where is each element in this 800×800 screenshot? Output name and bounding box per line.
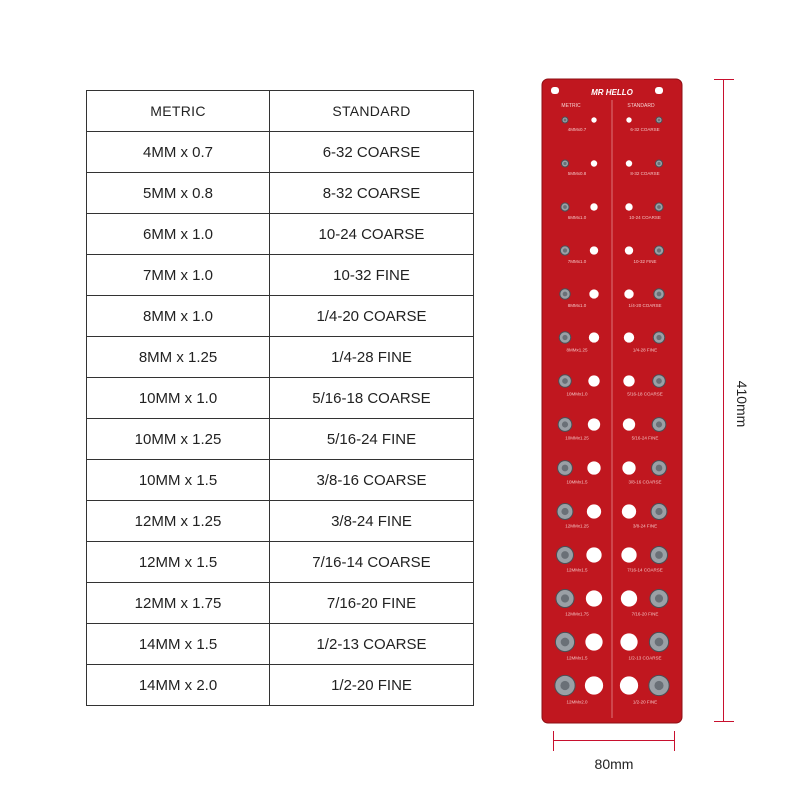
standard-size-cell: 10-24 COARSE	[270, 214, 474, 255]
metric-size-cell: 14MM x 1.5	[87, 624, 270, 665]
metric-nut-hole	[586, 590, 602, 606]
table-row	[87, 296, 474, 337]
standard-bolt-stud-center	[657, 205, 661, 209]
plate-metric-size-label: 12MMx1.25	[565, 523, 589, 529]
metric-size-cell: 14MM x 2.0	[87, 665, 270, 706]
standard-nut-hole	[625, 203, 632, 210]
table-row	[87, 583, 474, 624]
standard-bolt-stud-center	[656, 465, 663, 472]
metric-nut-hole	[588, 375, 599, 386]
metric-bolt-stud-center	[561, 638, 570, 647]
hanging-hole-right	[655, 87, 663, 94]
plate-standard-size-label: 3/8-16 COARSE	[628, 479, 662, 485]
plate-standard-size-label: 10-32 FINE	[633, 259, 657, 265]
standard-size-cell: 5/16-24 FINE	[270, 419, 474, 460]
metric-size-cell: 5MM x 0.8	[87, 173, 270, 214]
standard-nut-hole	[621, 547, 636, 562]
standard-nut-hole	[621, 590, 637, 606]
plate-standard-size-label: 8-32 COARSE	[630, 171, 660, 177]
plate-metric-size-label: 12MMx1.5	[566, 655, 588, 661]
standard-bolt-stud-center	[656, 378, 662, 384]
plate-standard-size-label: 7/16-20 FINE	[631, 611, 659, 617]
plate-metric-size-label: 12MMx1.75	[565, 611, 589, 617]
table-row	[87, 419, 474, 460]
standard-size-cell: 3/8-16 COARSE	[270, 460, 474, 501]
plate-metric-size-label: 5MMx0.8	[567, 171, 587, 177]
table-row	[87, 214, 474, 255]
metric-column-header: METRIC	[87, 91, 270, 132]
metric-nut-hole	[591, 117, 596, 122]
standard-bolt-stud-center	[657, 248, 661, 252]
plate-standard-size-label: 3/8-24 FINE	[632, 523, 658, 529]
plate-metric-size-label: 7MMx1.0	[567, 259, 587, 265]
standard-bolt-stud-center	[655, 594, 663, 602]
metric-nut-hole	[590, 246, 598, 254]
metric-bolt-stud-center	[563, 292, 568, 297]
table-row	[87, 460, 474, 501]
standard-nut-hole	[623, 375, 634, 386]
metric-size-cell: 8MM x 1.25	[87, 337, 270, 378]
table-row	[87, 378, 474, 419]
plate-standard-size-label: 1/2-13 COARSE	[628, 655, 662, 661]
metric-size-cell: 10MM x 1.25	[87, 419, 270, 460]
standard-column-header: STANDARD	[270, 91, 474, 132]
width-dimension-label: 80mm	[594, 756, 634, 772]
metric-size-cell: 7MM x 1.0	[87, 255, 270, 296]
plate-metric-header: METRIC	[561, 103, 581, 109]
table-row	[87, 665, 474, 706]
plate-standard-header: STANDARD	[627, 103, 655, 109]
metric-nut-hole	[589, 289, 598, 298]
metric-bolt-stud-center	[562, 421, 568, 427]
metric-nut-hole	[587, 504, 601, 518]
metric-bolt-stud-center	[562, 335, 567, 340]
standard-nut-hole	[624, 332, 634, 342]
metric-size-cell: 12MM x 1.25	[87, 501, 270, 542]
height-dimension-line	[723, 80, 724, 722]
table-header-row	[87, 91, 474, 132]
metric-nut-hole	[591, 160, 597, 166]
standard-size-cell: 7/16-20 FINE	[270, 583, 474, 624]
thread-size-table	[86, 90, 474, 706]
table-row	[87, 255, 474, 296]
plate-metric-size-label: 12MMx1.5	[566, 567, 588, 573]
metric-bolt-stud-center	[563, 248, 567, 252]
metric-nut-hole	[590, 203, 597, 210]
standard-bolt-stud-center	[655, 551, 663, 559]
plate-standard-size-label: 1/2-20 FINE	[632, 699, 658, 705]
metric-nut-hole	[585, 633, 602, 650]
plate-metric-size-label: 10MMx1.5	[566, 479, 588, 485]
metric-size-cell: 12MM x 1.75	[87, 583, 270, 624]
standard-size-cell: 7/16-14 COARSE	[270, 542, 474, 583]
metric-nut-hole	[586, 547, 601, 562]
height-dimension-top-tick	[714, 79, 734, 80]
plate-metric-size-label: 4MMx0.7	[567, 127, 587, 132]
table-row	[87, 337, 474, 378]
standard-bolt-stud-center	[655, 638, 664, 647]
plate-metric-size-label: 6MMx1.0	[567, 215, 587, 221]
height-dimension-bottom-tick	[714, 721, 734, 722]
table-row	[87, 542, 474, 583]
plate-metric-size-label: 10MMx1.0	[566, 391, 588, 397]
plate-standard-size-label: 1/4-20 COARSE	[628, 303, 662, 309]
metric-nut-hole	[587, 461, 600, 474]
hanging-hole-left	[551, 87, 559, 94]
plate-metric-size-label: 8MMx1.0	[567, 303, 587, 309]
metric-bolt-stud-center	[560, 681, 569, 690]
metric-bolt-stud-center	[561, 594, 569, 602]
standard-nut-hole	[620, 633, 637, 650]
standard-nut-hole	[622, 461, 635, 474]
standard-size-cell: 1/4-28 FINE	[270, 337, 474, 378]
standard-bolt-stud-center	[657, 162, 660, 165]
standard-bolt-stud-center	[654, 681, 663, 690]
metric-size-cell: 4MM x 0.7	[87, 132, 270, 173]
plate-standard-size-label: 7/16-14 COARSE	[627, 567, 663, 573]
metric-nut-hole	[588, 418, 600, 430]
metric-bolt-stud-center	[563, 162, 566, 165]
standard-size-cell: 8-32 COARSE	[270, 173, 474, 214]
plate-standard-size-label: 5/16-18 COARSE	[627, 391, 663, 397]
metric-size-cell: 10MM x 1.5	[87, 460, 270, 501]
table-row	[87, 132, 474, 173]
standard-bolt-stud-center	[658, 119, 661, 122]
plate-metric-size-label: 12MMx2.0	[566, 699, 588, 705]
brand-logo: MR HELLO	[591, 88, 633, 97]
plate-metric-size-label: 8MMx1.25	[566, 347, 588, 353]
standard-size-cell: 6-32 COARSE	[270, 132, 474, 173]
standard-bolt-stud-center	[657, 292, 662, 297]
metric-bolt-stud-center	[561, 508, 568, 515]
standard-bolt-stud-center	[656, 421, 662, 427]
metric-bolt-stud-center	[562, 378, 568, 384]
standard-size-cell: 5/16-18 COARSE	[270, 378, 474, 419]
plate-standard-size-label: 5/16-24 FINE	[631, 435, 659, 441]
standard-bolt-stud-center	[656, 335, 661, 340]
metric-bolt-stud-center	[563, 205, 567, 209]
standard-nut-hole	[626, 117, 631, 122]
metric-bolt-stud-center	[564, 119, 567, 122]
metric-size-cell: 10MM x 1.0	[87, 378, 270, 419]
standard-nut-hole	[620, 676, 638, 694]
thread-checker-plate-image	[541, 78, 683, 724]
standard-size-cell: 3/8-24 FINE	[270, 501, 474, 542]
metric-size-cell: 8MM x 1.0	[87, 296, 270, 337]
standard-nut-hole	[623, 418, 635, 430]
plate-standard-size-label: 10-24 COARSE	[629, 215, 661, 221]
standard-size-cell: 1/4-20 COARSE	[270, 296, 474, 337]
metric-size-cell: 12MM x 1.5	[87, 542, 270, 583]
metric-nut-hole	[585, 676, 603, 694]
metric-bolt-stud-center	[562, 465, 569, 472]
plate-standard-size-label: 6-32 COARSE	[630, 127, 660, 132]
width-dimension-line	[553, 740, 675, 741]
table-row	[87, 624, 474, 665]
standard-size-cell: 1/2-13 COARSE	[270, 624, 474, 665]
standard-size-cell: 10-32 FINE	[270, 255, 474, 296]
standard-nut-hole	[624, 289, 633, 298]
standard-nut-hole	[626, 160, 632, 166]
standard-nut-hole	[622, 504, 636, 518]
standard-size-cell: 1/2-20 FINE	[270, 665, 474, 706]
metric-nut-hole	[589, 332, 599, 342]
height-dimension-label: 410mm	[734, 380, 750, 428]
plate-standard-size-label: 1/4-28 FINE	[632, 347, 658, 353]
metric-bolt-stud-center	[561, 551, 569, 559]
table-row	[87, 173, 474, 214]
standard-nut-hole	[625, 246, 633, 254]
standard-bolt-stud-center	[655, 508, 662, 515]
width-dimension-left-tick	[553, 731, 554, 751]
width-dimension-right-tick	[674, 731, 675, 751]
table-row	[87, 501, 474, 542]
metric-size-cell: 6MM x 1.0	[87, 214, 270, 255]
plate-metric-size-label: 10MMx1.25	[565, 435, 589, 441]
